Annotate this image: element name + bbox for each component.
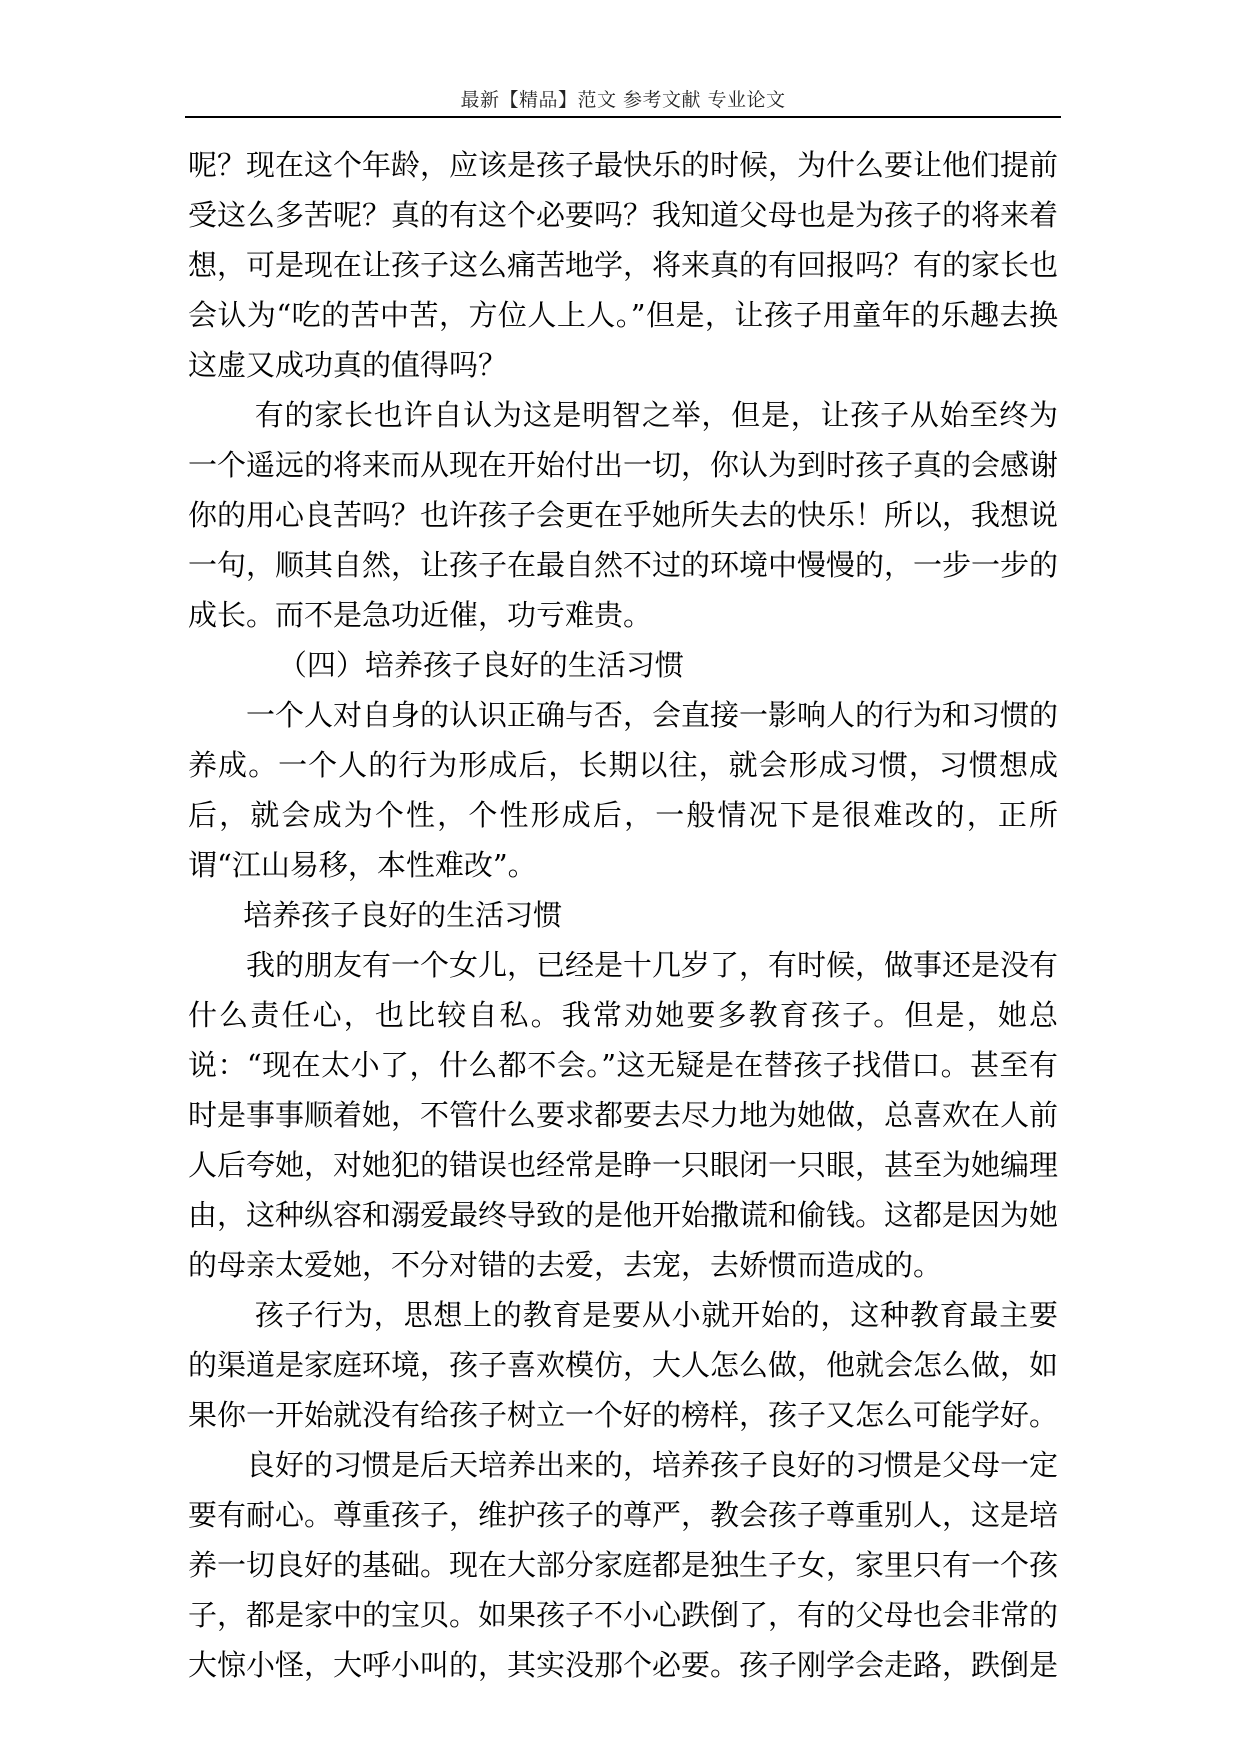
- paragraph: 一个人对自身的认识正确与否，会直接一影响人的行为和习惯的养成。一个人的行为形成后，长期以往，就会形成习惯，习惯想成后，就会成为个性，个性形成后，一般情况下是很难改的，正所谓“江山易移，本性难改”。: [188, 698, 1059, 882]
- paragraph: 有的家长也许自认为这是明智之举，但是，让孩子从始至终为一个遥远的将来而从现在开始付出一切，你认为到时孩子真的会感谢你的用心良苦吗？也许孩子会更在乎她所失去的快乐！所以，我想说一句，顺其自然，让孩子在最自然不过的环境中慢慢的，一步一步的成长。而不是急功近催，功亏难贵。: [188, 398, 1059, 632]
- paragraph: 我的朋友有一个女儿，已经是十几岁了，有时候，做事还是没有什么责任心，也比较自私。我常劝她要多教育孩子。但是，她总说：“现在太小了，什么都不会。”这无疑是在替孩子找借口。甚至有时是事事顺着她，不管什么要求都要去尽力地为她做，总喜欢在人前人后夸她，对她犯的错误也经常是睁一只眼闭一只眼，甚至为她编理由，这种纵容和溺爱最终导致的是他开始撒谎和偷钱。这都是因为她的母亲太爱她，不分对错的去爱，去宠，去娇惯而造成的。: [188, 948, 1059, 1282]
- header-divider: [185, 116, 1061, 118]
- subheading: 培养孩子良好的生活习惯: [243, 898, 563, 932]
- document-body: [188, 140, 1058, 1690]
- paragraph: 良好的习惯是后天培养出来的，培养孩子良好的习惯是父母一定要有耐心。尊重孩子，维护孩子的尊严，教会孩子尊重别人，这是培养一切良好的基础。现在大部分家庭都是独生子女，家里只有一个孩子，都是家中的宝贝。如果孩子不小心跌倒了，有的父母也会非常的大惊小怪，大呼小叫的，其实没那个必要。孩子刚学会走路，跌倒是: [188, 1448, 1059, 1682]
- section-heading: （四）培养孩子良好的生活习惯: [277, 648, 684, 682]
- paragraph: 呢？现在这个年龄，应该是孩子最快乐的时候，为什么要让他们提前受这么多苦呢？真的有这个必要吗？我知道父母也是为孩子的将来着想，可是现在让孩子这么痛苦地学，将来真的有回报吗？有的家长也会认为“吃的苦中苦，方位人上人。”但是，让孩子用童年的乐趣去换这虚又成功真的值得吗？: [188, 148, 1059, 382]
- page-header: 最新【精品】范文 参考文献 专业论文: [460, 89, 786, 111]
- paragraph: 孩子行为，思想上的教育是要从小就开始的，这种教育最主要的渠道是家庭环境，孩子喜欢模仿，大人怎么做，他就会怎么做，如果你一开始就没有给孩子树立一个好的榜样，孩子又怎么可能学好。: [188, 1298, 1059, 1432]
